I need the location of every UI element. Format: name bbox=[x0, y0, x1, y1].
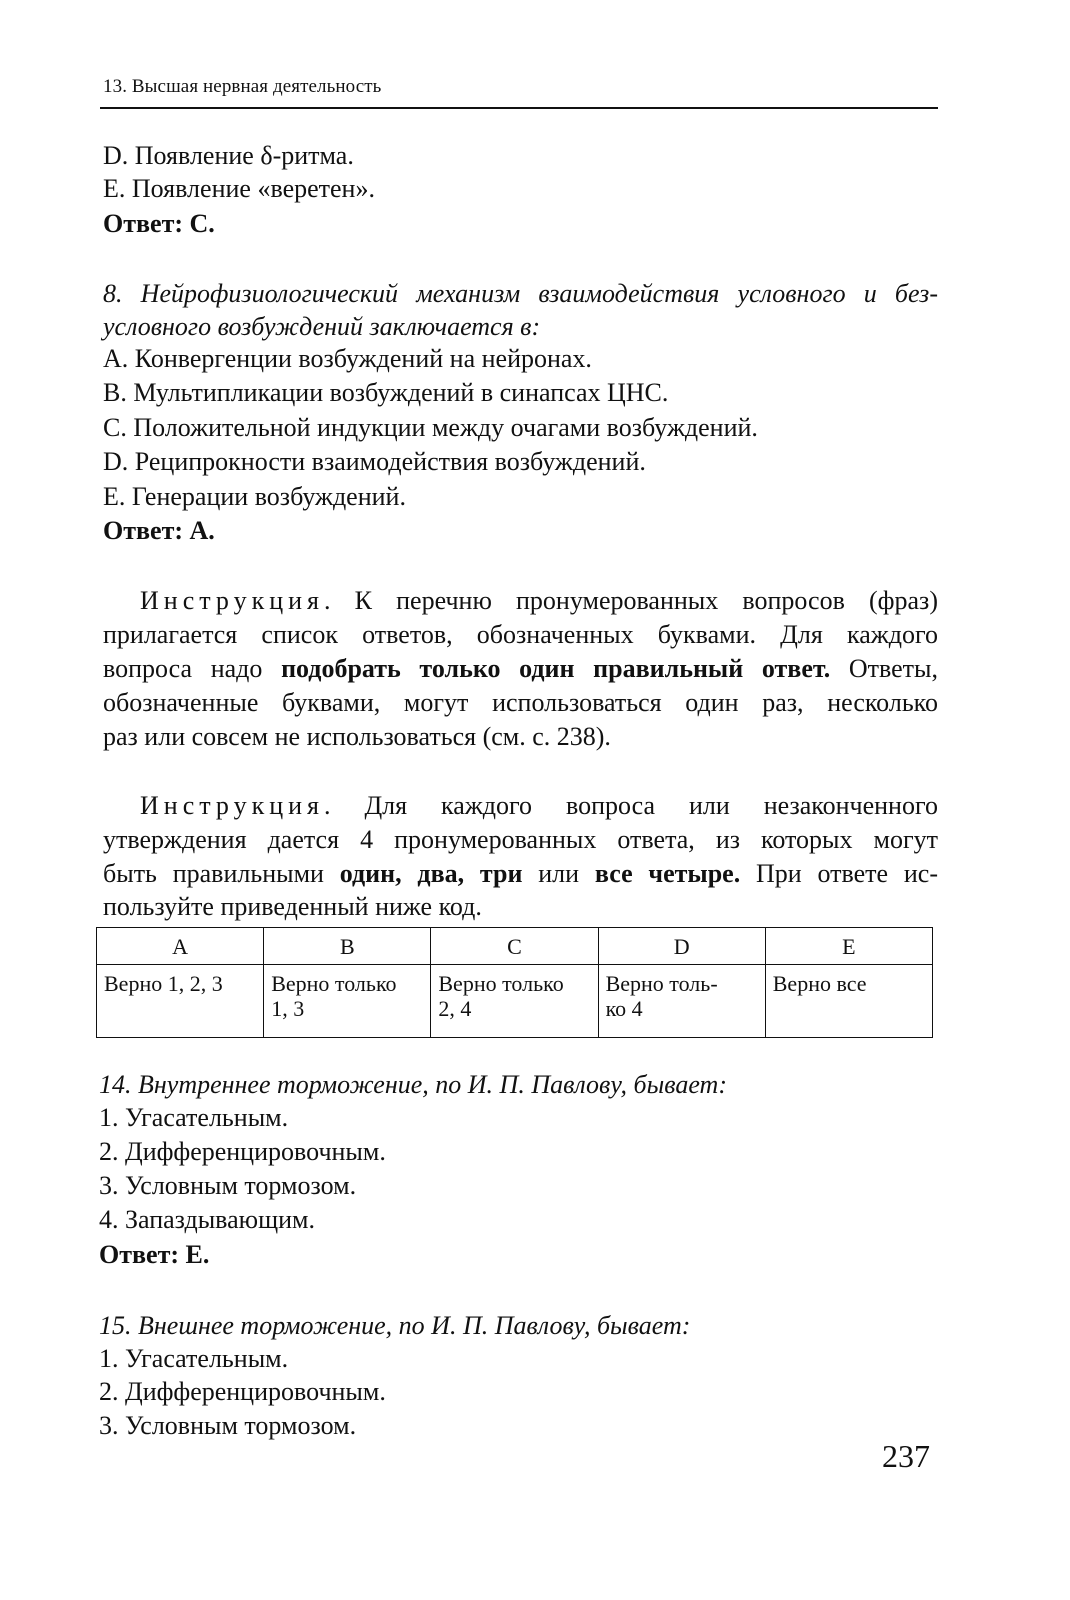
code-table-header-row bbox=[97, 928, 933, 965]
q14-option-1: 1. Угасательным. bbox=[99, 1103, 289, 1132]
code-cell-c: Верно только 2, 4 bbox=[431, 965, 598, 1038]
instruction-1-line-1: Инструкция. К перечню пронумерованных вопросов (фраз) bbox=[140, 586, 938, 615]
q15-option-1: 1. Угасательным. bbox=[99, 1344, 289, 1373]
instruction-1-line-2: прилагается список ответов, обозначенных буквами. Для каждого bbox=[103, 620, 938, 649]
q8-option-b: B. Мультипликации возбуждений в синапсах ЦНС. bbox=[103, 378, 669, 407]
code-header-b: B bbox=[264, 928, 431, 965]
instruction-1-emphasis: подобрать только один правильный ответ. bbox=[281, 654, 831, 683]
code-header-a: A bbox=[97, 928, 264, 965]
q8-option-a: A. Конвергенции возбуждений на нейронах. bbox=[103, 344, 592, 373]
instruction-1-line-3: вопроса надо подобрать только один правильный ответ. Ответы, bbox=[103, 654, 938, 683]
answer-code-table bbox=[96, 927, 933, 1038]
q8-option-e: E. Генерации возбуждений. bbox=[103, 482, 406, 511]
header-rule bbox=[100, 107, 938, 109]
q8-stem-line-1: 8. Нейрофизиологический механизм взаимодействия условного и без- bbox=[103, 279, 938, 308]
q14-option-4: 4. Запаздывающим. bbox=[99, 1205, 315, 1234]
q14-option-2: 2. Дифференцировочным. bbox=[99, 1137, 386, 1166]
instruction-2-line-2: утверждения дается 4 пронумерованных ответа, из которых могут bbox=[103, 825, 938, 854]
q8-answer: Ответ: А. bbox=[103, 516, 215, 545]
q7-option-e: E. Появление «веретен». bbox=[103, 174, 375, 203]
page-number: 237 bbox=[882, 1438, 930, 1474]
q14-answer: Ответ: Е. bbox=[99, 1240, 210, 1269]
code-cell-d: Верно толь- ко 4 bbox=[598, 965, 765, 1038]
instruction-1-line-4: обозначенные буквами, могут использоваться один раз, несколько bbox=[103, 688, 938, 717]
q8-stem-line-2: условного возбуждений заключается в: bbox=[103, 312, 541, 341]
code-cell-b: Верно только 1, 3 bbox=[264, 965, 431, 1038]
code-header-e: E bbox=[765, 928, 932, 965]
q15-stem: 15. Внешнее торможение, по И. П. Павлову, бывает: bbox=[99, 1311, 691, 1340]
instruction-2-line-4: пользуйте приведенный ниже код. bbox=[103, 892, 482, 921]
instruction-1-line-5: раз или совсем не использоваться (см. с. 238). bbox=[103, 722, 611, 751]
code-header-d: D bbox=[598, 928, 765, 965]
instruction-2-label: Инструкция bbox=[140, 791, 324, 820]
instruction-2-line-3: быть правильными один, два, три или все четыре. При ответе ис- bbox=[103, 859, 938, 888]
q15-option-2: 2. Дифференцировочным. bbox=[99, 1377, 386, 1406]
code-header-c: C bbox=[431, 928, 598, 965]
instruction-1-label: Инструкция bbox=[140, 586, 324, 615]
q8-option-c: C. Положительной индукции между очагами возбуждений. bbox=[103, 413, 758, 442]
code-cell-e: Верно все bbox=[765, 965, 932, 1038]
q8-option-d: D. Реципрокности взаимодействия возбуждений. bbox=[103, 447, 646, 476]
code-cell-a: Верно 1, 2, 3 bbox=[97, 965, 264, 1038]
running-head: 13. Высшая нервная деятельность bbox=[103, 76, 382, 97]
q7-option-d: D. Появление δ-ритма. bbox=[103, 141, 354, 170]
q7-answer: Ответ: С. bbox=[103, 209, 215, 238]
instruction-2-line-1: Инструкция. Для каждого вопроса или незаконченного bbox=[140, 791, 938, 820]
q15-option-3: 3. Условным тормозом. bbox=[99, 1411, 357, 1440]
q14-option-3: 3. Условным тормозом. bbox=[99, 1171, 357, 1200]
code-table-body-row bbox=[97, 965, 933, 1038]
q14-stem: 14. Внутреннее торможение, по И. П. Павлову, бывает: bbox=[99, 1070, 727, 1099]
